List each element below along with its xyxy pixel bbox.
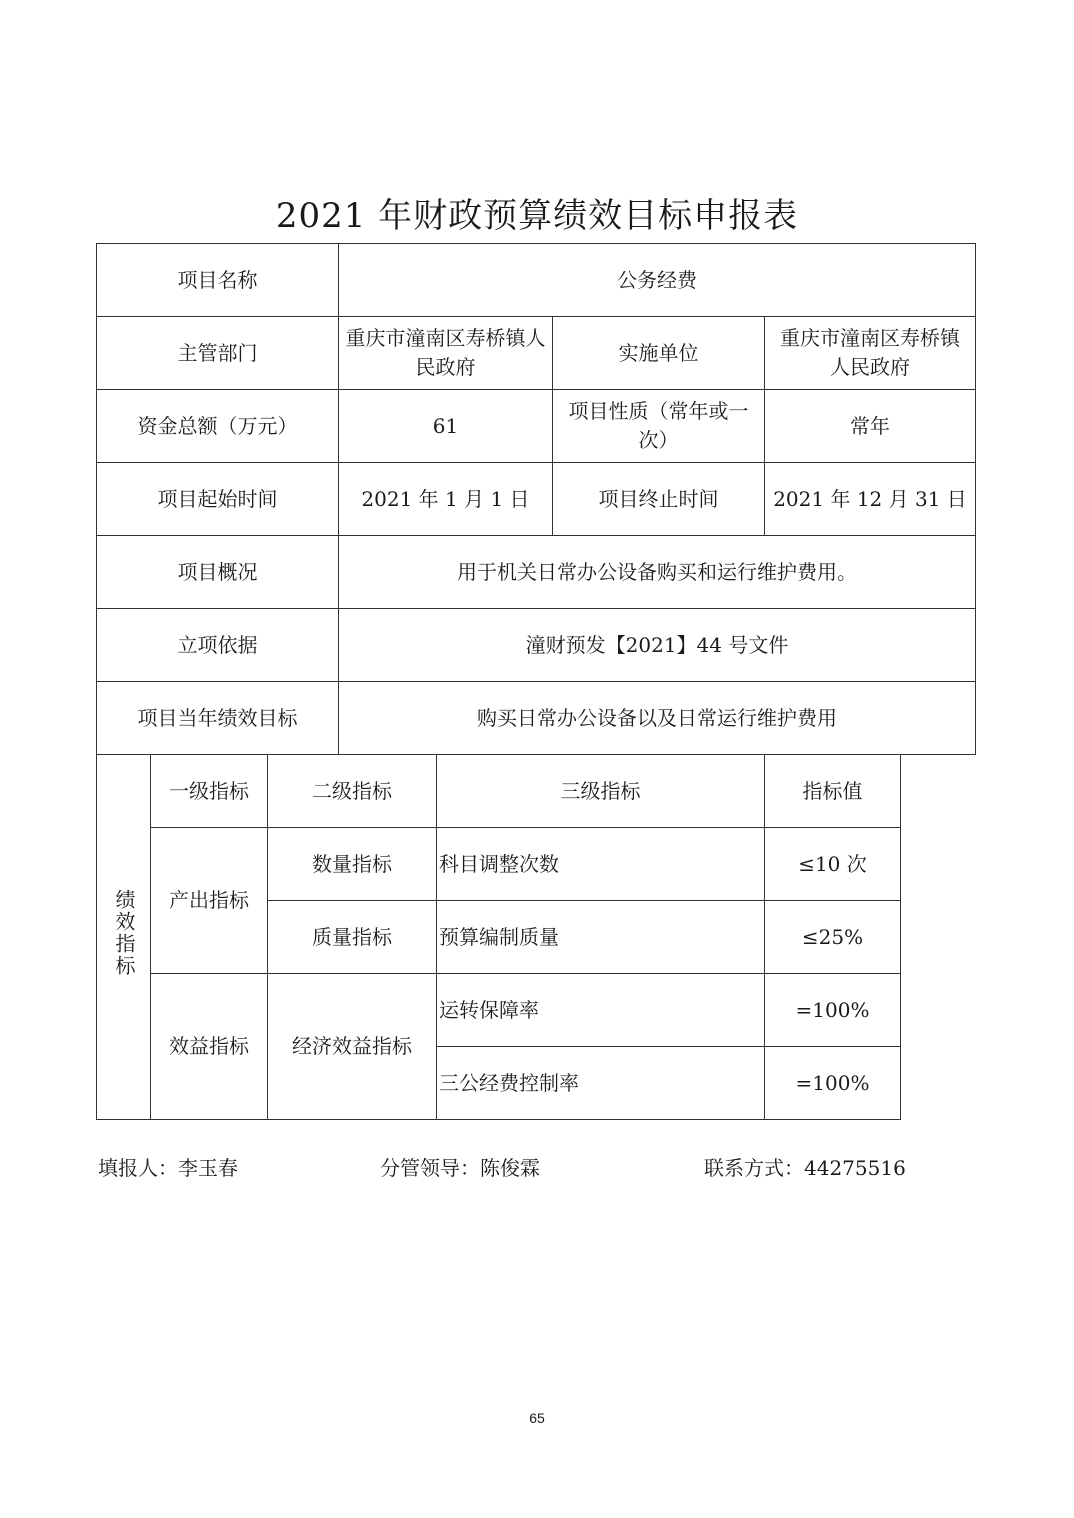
filler: 填报人：李玉春	[98, 1156, 238, 1180]
basis-value: 潼财预发【2021】44 号文件	[339, 609, 976, 682]
nature-label: 项目性质（常年或一次）	[553, 390, 765, 463]
goal-value: 购买日常办公设备以及日常运行维护费用	[339, 682, 976, 755]
header-value: 指标值	[765, 755, 901, 828]
table-row	[97, 755, 976, 828]
impl-value: 重庆市潼南区寿桥镇人民政府	[765, 317, 976, 390]
overview-value: 用于机关日常办公设备购买和运行维护费用。	[339, 536, 976, 609]
nature-value: 常年	[765, 390, 976, 463]
quantity-item: 科目调整次数	[437, 828, 765, 901]
header-level2: 二级指标	[268, 755, 437, 828]
sangong-value: =100%	[765, 1047, 901, 1120]
project-name-label: 项目名称	[97, 244, 339, 317]
start-value: 2021 年 1 月 1 日	[339, 463, 553, 536]
footer	[98, 1152, 978, 1182]
table-row	[97, 390, 976, 463]
quality-label: 质量指标	[268, 901, 437, 974]
goal-label: 项目当年绩效目标	[97, 682, 339, 755]
table-row	[97, 244, 976, 317]
leader: 分管领导：陈俊霖	[380, 1156, 540, 1180]
page-title: 2021 年财政预算绩效目标申报表	[275, 196, 799, 236]
output-label: 产出指标	[151, 828, 268, 974]
quantity-value: ≤10 次	[765, 828, 901, 901]
fund-value: 61	[339, 390, 553, 463]
dept-label: 主管部门	[97, 317, 339, 390]
end-label: 项目终止时间	[553, 463, 765, 536]
table-row	[97, 974, 976, 1047]
indicator-section-cell	[97, 755, 151, 1120]
indicator-section-label: 绩效指标	[112, 889, 136, 977]
benefit-label: 效益指标	[151, 974, 268, 1120]
table-row	[97, 463, 976, 536]
quality-item: 预算编制质量	[437, 901, 765, 974]
end-value: 2021 年 12 月 31 日	[765, 463, 976, 536]
overview-label: 项目概况	[97, 536, 339, 609]
table-row	[97, 609, 976, 682]
page-number: 65	[529, 1410, 545, 1426]
fund-label: 资金总额（万元）	[97, 390, 339, 463]
header-level3: 三级指标	[437, 755, 765, 828]
sangong-item: 三公经费控制率	[437, 1047, 765, 1120]
contact: 联系方式：44275516	[704, 1156, 906, 1180]
economic-label: 经济效益指标	[268, 974, 437, 1120]
impl-label: 实施单位	[553, 317, 765, 390]
basis-label: 立项依据	[97, 609, 339, 682]
project-name-value: 公务经费	[339, 244, 976, 317]
budget-table	[96, 243, 976, 1120]
op-item: 运转保障率	[437, 974, 765, 1047]
table-row	[97, 682, 976, 755]
table-row	[97, 828, 976, 901]
op-value: =100%	[765, 974, 901, 1047]
start-label: 项目起始时间	[97, 463, 339, 536]
table-row	[97, 536, 976, 609]
header-level1: 一级指标	[151, 755, 268, 828]
table-row	[97, 317, 976, 390]
quantity-label: 数量指标	[268, 828, 437, 901]
dept-value: 重庆市潼南区寿桥镇人民政府	[339, 317, 553, 390]
quality-value: ≤25%	[765, 901, 901, 974]
